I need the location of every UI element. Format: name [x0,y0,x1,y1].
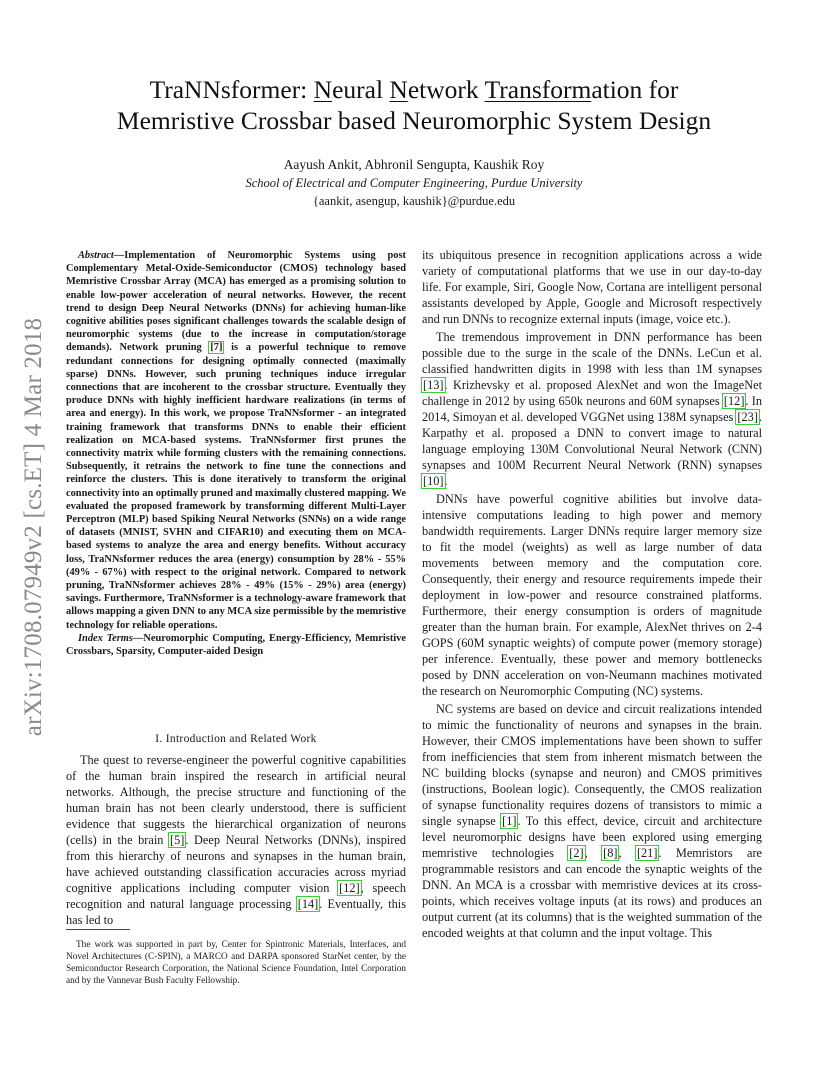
citation-link[interactable]: [2] [569,846,584,860]
paragraph: NC systems are based on device and circuit realizations intended to mimic the functionality of neurons and synapses in the brain. However, their CMOS implementations have been shown to suffer from inefficiencies that stem from inherent mismatch between the NC building blocks (synapse and neuron) and CMOS primitives (instructions, Boolean logic). Consequently, the CMOS realization of synapse functionality requires dozens of transistors to mimic a single synapse [1]. To this effect, device, circuit and architecture level neuromorphic designs have been explored using emerging memristive technologies [2], [8], [21]. Memristors are programmable resistors and can encode the synaptic weights of the DNN. An MCA is a crossbar with memristive devices at its cross-points, which receives voltage inputs (at its rows) and produces an output current (at its columns) that is the weighted summation of the encoded weights at that column and the input voltage. This [422,702,763,940]
citation-link[interactable]: [1] [502,814,517,828]
footnote-rule [66,929,130,930]
abstract-label: Abstract [78,250,114,261]
citation-link[interactable]: [12] [723,394,745,408]
footnote-text: The work was supported in part by, Center for Spintronic Materials, Interfaces, and Novel Architectures (C-SPIN), a MARCO and DARPA sponsored StarNet center, by the Semiconductor Research Corporation, the National Science Foundation, Intel Corporation and by the Vannevar Bush Faculty Fellowship. [66,940,406,986]
index-terms: Index Terms—Neuromorphic Computing, Energy-Efficiency, Memristive Crossbars, Sparsity, Computer-aided Design [66,632,406,658]
index-terms-label: Index Terms [78,632,133,644]
citation-link[interactable]: [23] [737,410,758,424]
section-heading: I. Introduction and Related Work [155,733,317,745]
citation-link[interactable]: [10] [423,474,444,488]
citation-link[interactable]: [21] [636,846,658,860]
arxiv-stamp-text: arXiv:1708.07949v2 [cs.ET] 4 Mar 2018 [20,317,47,737]
citation-link[interactable]: [12] [339,881,360,895]
intro-paragraph: The quest to reverse-engineer the powerful cognitive capabilities of the human brain inspired the research in artificial neural networks. Although, the precise structure and functioning of the human brain has not been clearly understood, there is sufficient evidence that suggests the hierarchical organization of neurons (cells) in the brain [5]. Deep Neural Networks (DNNs), inspired from this hierarchy of neurons and synapses in the human brain, have achieved outstanding classification accuracies across myriad cognitive applications including computer vision [12], speech recognition and natural language processing [14]. Eventually, this has led to [66,753,407,927]
paragraph: The tremendous improvement in DNN performance has been possible due to the surge in the scale of the DNNs. LeCun et al. classified handwritten digits in 1998 with less than 1M synapses [13]. Krizhevsky et al. proposed AlexNet and won the ImageNet challenge in 2012 by using 650k neurons and 60M synapses [12]. In 2014, Simoyan et al. developed VGGNet using 138M synapses [23]. Karpathy et al. proposed a DNN to convert image to natural language employing 130M Convolutional Neural Network (CNN) synapses and 100M Recurrent Neural Network (RNN) synapses [10]. [422,330,762,488]
arxiv-stamp [14,292,54,762]
title-line-1: TraNNsformer: Neural Network Transformation for [149,75,679,104]
abstract-paragraph: Abstract—Implementation of Neuromorphic Systems using post Complementary Metal-Oxide-Semiconductor (CMOS) technology based Memristive Crossbar Array (MCA) has emerged as a promising solution to enable low-power acceleration of neural networks. However, the recent trend to design Deep Neural Networks (DNNs) for achieving human-like cognitive abilities poses significant challenges towards the scalable design of neuromorphic systems (due to the increase in computation/storage demands). Network pruning [7] is a powerful technique to remove redundant connections for designing optimally connected (maximally sparse) DNNs. However, such pruning techniques induce irregular connections that are incoherent to the crossbar structure. Eventually they produce DNNs with highly inefficient hardware realizations (in terms of area and energy). In this work, we propose TraNNsformer - an integrated training framework that transforms DNNs to enable their efficient realization on MCA-based systems. TraNNsformer first prunes the connectivity matrix while forming clusters with the remaining connections. Subsequently, it retrains the network to fine tune the connections and reinforce the clusters. This is done iteratively to transform the original connectivity into an optimally pruned and maximally clustered mapping. We evaluated the proposed framework by transforming different Multi-Layer Perceptron (MLP) based Spiking Neural Networks (SNNs) on a wide range of datasets (MNIST, SVHN and CIFAR10) and executing them on MCA-based systems to analyze the area and energy benefits. Without accuracy loss, TraNNsformer reduces the area (energy) consumption by 28% - 55% (49% - 67%) with respect to the original network. Compared to network pruning, TraNNsformer achieves 28% - 49% (15% - 29%) area (energy) savings. Furthermore, TraNNsformer is a technology-aware framework that allows mapping a given DNN to any MCA size permissible by the memristive technology for reliable operations. [66,250,406,631]
footnote [66,939,406,987]
abstract [66,249,406,658]
introduction-text [66,752,406,928]
authors: Aayush Ankit, Abhronil Sengupta, Kaushik Roy [283,157,545,172]
paper-title [0,74,828,136]
paragraph: its ubiquitous presence in recognition applications across a wide variety of computational platforms that we use in our day-to-day life. For example, Siri, Google Now, Cortana are intelligent personal assistants developed by Apple, Google and Microsoft respectively and run DNNs to recognize external inputs (image, voice etc.). [422,248,762,326]
title-line-2: Memristive Crossbar based Neuromorphic System Design [116,106,712,135]
citation-link[interactable]: [13] [423,378,444,392]
affiliation: School of Electrical and Computer Engineering, Purdue University [245,176,583,190]
paragraph: DNNs have powerful cognitive abilities but involve data-intensive computations leading to high power and memory bandwidth requirements. Larger DNNs require larger memory size to fit the model (weights) as well as large number of data movements between memory and the computation core. Consequently, their energy and resource requirements impede their deployment in low-power and resource constrained platforms. Furthermore, their energy consumption is orders of magnitude greater than the human brain. For example, AlexNet thrives on 2-4 GOPS (60M synaptic weights) of compute power (memory storage) per inference. Eventually, these power and memory bottlenecks posed by DNN acceleration on von-Neumann machines motivated the research on Neuromorphic Computing (NC) systems. [422,492,762,698]
citation-link[interactable]: [5] [170,833,185,847]
author-emails: {aankit, asengup, kaushik}@purdue.edu [312,194,516,208]
citation-link[interactable]: [14] [297,897,319,911]
citation-link[interactable]: [8] [603,846,618,860]
citation-link[interactable]: [7] [210,342,223,354]
right-column-text [422,247,762,941]
